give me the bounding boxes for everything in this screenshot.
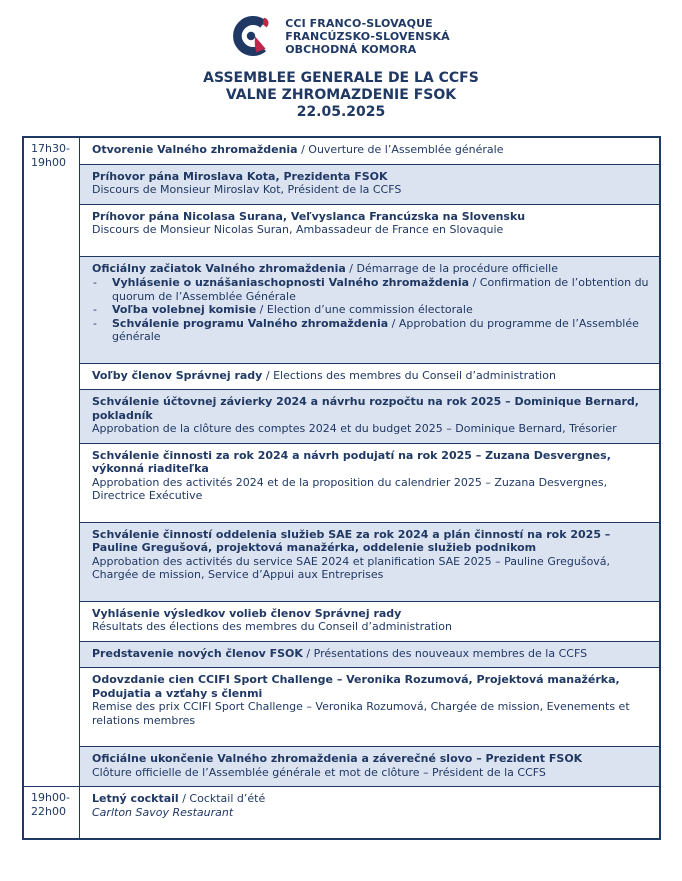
agenda-item-sk: Schválenie činností oddelenia služieb SAE za rok 2024 a plán činností na rok 2025 – Pauline Gregušová, projektová manažérka, oddelenie služieb podnikom xyxy=(92,527,611,554)
document-header xyxy=(0,0,682,59)
bullet-text: Voľba volebnej komisie / Election d’une commission électorale xyxy=(112,303,473,316)
agenda-row xyxy=(80,746,659,786)
agenda-item-sk: Oficiálny začiatok Valného zhromaždenia xyxy=(92,261,346,275)
bullet-dash: - xyxy=(93,303,97,316)
cci-logo-icon xyxy=(232,13,276,59)
bullet-sk: Vyhlásenie o uznášaniaschopnosti Valného zhromaždenia xyxy=(112,276,470,289)
agenda-item-sk: Predstavenie nových členov FSOK xyxy=(92,646,303,660)
agenda-item-sk: Odovzdanie cien CCIFI Sport Challenge – Veronika Rozumová, Projektová manažérka, Podujatia a vzťahy s členmi xyxy=(92,673,620,700)
bullet-fr: Confirmation de l’obtention du quorum de l’Assemblée Générale xyxy=(112,276,649,303)
bullet-dash: - xyxy=(93,316,97,330)
bullet-fr: Approbation du programme de l’Assemblée générale xyxy=(112,316,639,343)
agenda-section xyxy=(24,138,659,786)
agenda-item-fr: Approbation des activités 2024 et de la proposition du calendrier 2025 – Zuzana Desvergnes, Directrice Exécutive xyxy=(92,475,608,502)
bullet-item xyxy=(92,317,651,344)
agenda-item-fr: Démarrage de la procédure officielle xyxy=(356,261,558,275)
agenda-row xyxy=(80,667,659,746)
agenda-item-fr: Cocktail d’été xyxy=(189,792,266,805)
logo-line-2: FRANCÚZSKO-SLOVENSKÁ xyxy=(285,29,450,43)
time-cell: 19h00- 22h00 xyxy=(24,787,80,838)
agenda-row xyxy=(80,641,659,668)
agenda-row xyxy=(80,204,659,256)
agenda-item-sk: Príhovor pána Miroslava Kota, Prezidenta FSOK xyxy=(92,169,388,183)
bullet-dash: - xyxy=(93,276,97,289)
agenda-row xyxy=(80,363,659,390)
agenda-item-fr: Présentations des nouveaux membres de la CCFS xyxy=(313,646,588,660)
document-title xyxy=(0,70,682,121)
agenda-row xyxy=(80,443,659,522)
agenda-item-fr: Résultats des élections des membres du Conseil d’administration xyxy=(92,620,452,633)
bullet-text: Schválenie programu Valného zhromaždenia / Approbation du programme de l’Assemblée générale xyxy=(112,316,639,343)
logo-text xyxy=(285,17,450,56)
agenda-item-line: Voľby členov Správnej rady / Elections des membres du Conseil d’administration xyxy=(92,368,556,382)
agenda-item-sk: Oficiálne ukončenie Valného zhromaždenia a záverečné slovo – Prezident FSOK xyxy=(92,752,583,765)
agenda-item-fr: Discours de Monsieur Nicolas Suran, Ambassadeur de France en Slovaquie xyxy=(92,223,504,236)
agenda-items xyxy=(80,138,659,786)
agenda-item-fr: Remise des prix CCIFI Sport Challenge – Veronika Rozumová, Chargée de mission, Evenements et relations membres xyxy=(92,700,630,727)
agenda-row xyxy=(80,601,659,641)
bullet-sk: Voľba volebnej komisie xyxy=(112,303,257,316)
bullet-item xyxy=(92,276,651,303)
agenda-item-sk: Otvorenie Valného zhromaždenia xyxy=(92,143,298,156)
agenda-item-fr: Approbation de la clôture des comptes 2024 et du budget 2025 – Dominique Bernard, Trésorier xyxy=(92,422,617,435)
agenda-item-line: Letný cocktail / Cocktail d’été xyxy=(92,792,266,805)
agenda-item-line: Otvorenie Valného zhromaždenia / Ouverture de l’Assemblée générale xyxy=(92,143,504,156)
agenda-row xyxy=(80,389,659,443)
agenda-item-line: Predstavenie nových členov FSOK / Présentations des nouveaux membres de la CCFS xyxy=(92,646,588,660)
bullet-text: Vyhlásenie o uznášaniaschopnosti Valného zhromaždenia / Confirmation de l’obtention du quorum de l’Assemblée Générale xyxy=(112,276,649,303)
bullet-sk: Schválenie programu Valného zhromaždenia xyxy=(112,316,389,330)
time-cell: 17h30- 19h00 xyxy=(24,138,80,786)
agenda-item-sk: Vyhlásenie výsledkov volieb členov Správnej rady xyxy=(92,606,402,620)
agenda-items xyxy=(80,787,659,838)
logo-line-3: OBCHODNÁ KOMORA xyxy=(285,42,417,56)
agenda-row xyxy=(80,787,659,838)
agenda-item-sk: Schválenie činnosti za rok 2024 a návrh podujatí na rok 2025 – Zuzana Desvergnes, výkonná riaditeľka xyxy=(92,448,611,475)
agenda-item-sk: Schválenie účtovnej závierky 2024 a návrhu rozpočtu na rok 2025 – Dominique Bernard, pokladník xyxy=(92,395,639,422)
agenda-row xyxy=(80,164,659,204)
agenda-item-fr: Elections des membres du Conseil d’administration xyxy=(273,368,556,382)
title-line-2: VALNE ZHROMAZDENIE FSOK xyxy=(225,87,457,103)
agenda-row xyxy=(80,256,659,363)
agenda-row xyxy=(80,522,659,601)
agenda-item-fr: Discours de Monsieur Miroslav Kot, Président de la CCFS xyxy=(92,183,402,196)
title-line-1: ASSEMBLEE GENERALE DE LA CCFS xyxy=(203,70,479,86)
agenda-item-fr: Clôture officielle de l’Assemblée générale et mot de clôture – Président de la CCFS xyxy=(92,765,546,779)
agenda-section xyxy=(24,786,659,838)
venue-note: Carlton Savoy Restaurant xyxy=(92,805,234,819)
agenda-row xyxy=(80,138,659,164)
agenda-table xyxy=(22,136,661,840)
title-date: 22.05.2025 xyxy=(296,104,386,120)
agenda-item-sk: Letný cocktail xyxy=(92,792,179,805)
bullet-item xyxy=(92,303,651,317)
logo-line-1: CCI FRANCO-SLOVAQUE xyxy=(285,16,433,30)
agenda-item-sk: Voľby členov Správnej rady xyxy=(92,368,263,382)
agenda-item-fr: Ouverture de l’Assemblée générale xyxy=(308,143,504,156)
agenda-bullet-list xyxy=(92,276,651,344)
agenda-item-sk: Príhovor pána Nicolasa Surana, Veľvyslanca Francúzska na Slovensku xyxy=(92,209,526,223)
agenda-item-line: Oficiálny začiatok Valného zhromaždenia / Démarrage de la procédure officielle xyxy=(92,261,558,275)
bullet-fr: Election d’une commission électorale xyxy=(266,303,473,316)
agenda-item-fr: Approbation des activités du service SAE 2024 et planification SAE 2025 – Pauline Gregušová, Chargée de mission, Service d’Appui aux Entreprises xyxy=(92,554,611,581)
